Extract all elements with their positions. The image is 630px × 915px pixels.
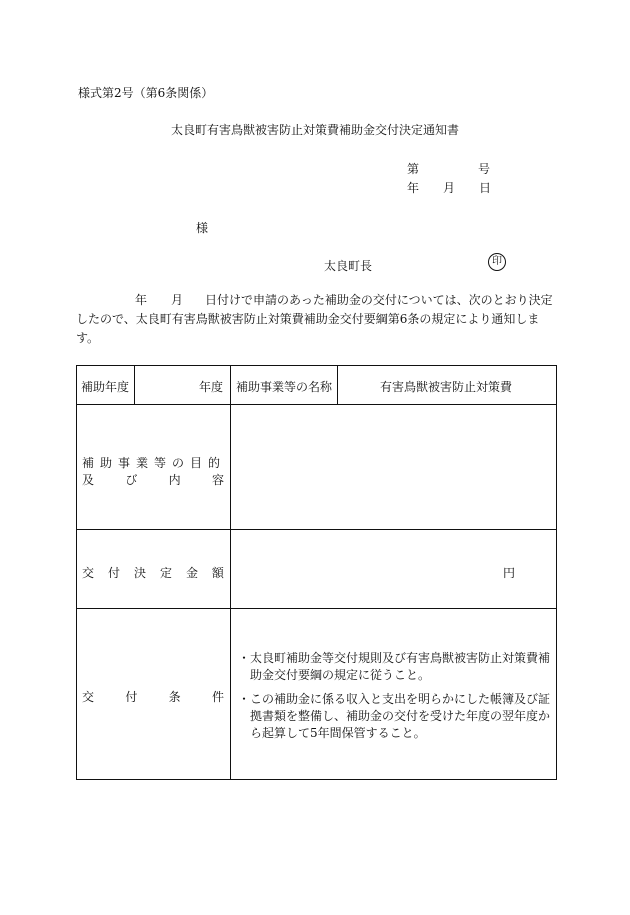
purpose-label-line-1: 補助事業等の目的 (82, 456, 227, 470)
purpose-label-char: び (125, 473, 138, 487)
condition-text (250, 650, 558, 684)
form-number: 様式第2号（第6条関係） (78, 86, 214, 100)
row-divider (76, 529, 557, 530)
body-paragraph (76, 291, 558, 348)
table-border-top (76, 365, 557, 366)
document-title: 太良町有害鳥獣被害防止対策費補助金交付決定通知書 (170, 123, 459, 137)
row-divider (76, 608, 557, 609)
conditions-label: 交 付 条 件 (82, 690, 224, 704)
condition-line: 助金交付要綱の規定に従うこと。 (250, 668, 431, 682)
condition-line: この補助金に係る収入と支出を明らかにした帳簿及び証 (250, 692, 551, 706)
body-line-2: したので、太良町有害鳥獣被害防止対策費補助金交付要綱第6条の規定により通知しま (76, 312, 540, 326)
body-line-3: す。 (76, 331, 100, 345)
column-divider (337, 365, 338, 405)
project-name-label: 補助事業等の名称 (236, 380, 333, 394)
date-day-label: 日 (479, 181, 492, 195)
body-year-label: 年 (135, 293, 148, 307)
condition-text (250, 691, 558, 742)
amount-unit: 円 (503, 566, 516, 580)
condition-bullet: ・ (238, 692, 251, 706)
number-suffix: 号 (478, 162, 491, 176)
project-name-value: 有害鳥獣被害防止対策費 (380, 380, 513, 394)
purpose-label-char: 容 (211, 473, 224, 487)
condition-item (238, 650, 558, 684)
column-divider (134, 365, 135, 405)
condition-bullet: ・ (238, 651, 251, 665)
purpose-label-char: 及 (82, 473, 95, 487)
row-divider (76, 404, 557, 405)
fiscal-year-label: 補助年度 (81, 380, 130, 394)
date-month-label: 月 (443, 181, 456, 195)
condition-line: 太良町補助金等交付規則及び有害鳥獣被害防止対策費補 (250, 651, 551, 665)
recipient-honorific: 様 (196, 221, 209, 235)
body-line-1-text: 日付けで申請のあった補助金の交付については、次のとおり決定 (205, 293, 553, 307)
purpose-label-line-2 (82, 471, 224, 488)
fiscal-year-suffix: 年度 (199, 380, 224, 394)
body-month-label: 月 (171, 293, 184, 307)
condition-item (238, 691, 558, 742)
body-line-1 (76, 291, 558, 310)
date-year-label: 年 (407, 181, 420, 195)
issuer-title: 太良町長 (324, 259, 373, 273)
condition-line: ら起算して5年間保管すること。 (250, 726, 426, 740)
column-divider (230, 365, 231, 780)
purpose-label-char: 内 (168, 473, 181, 487)
seal-mark: 印 (488, 253, 506, 271)
condition-line: 拠書類を整備し、補助金の交付を受けた年度の翌年度か (250, 709, 551, 723)
amount-label: 交 付 決 定 金 額 (82, 566, 224, 580)
conditions-list (238, 650, 558, 749)
table-border-bottom (76, 779, 557, 780)
table-border-left (76, 365, 77, 780)
number-prefix: 第 (407, 162, 420, 176)
